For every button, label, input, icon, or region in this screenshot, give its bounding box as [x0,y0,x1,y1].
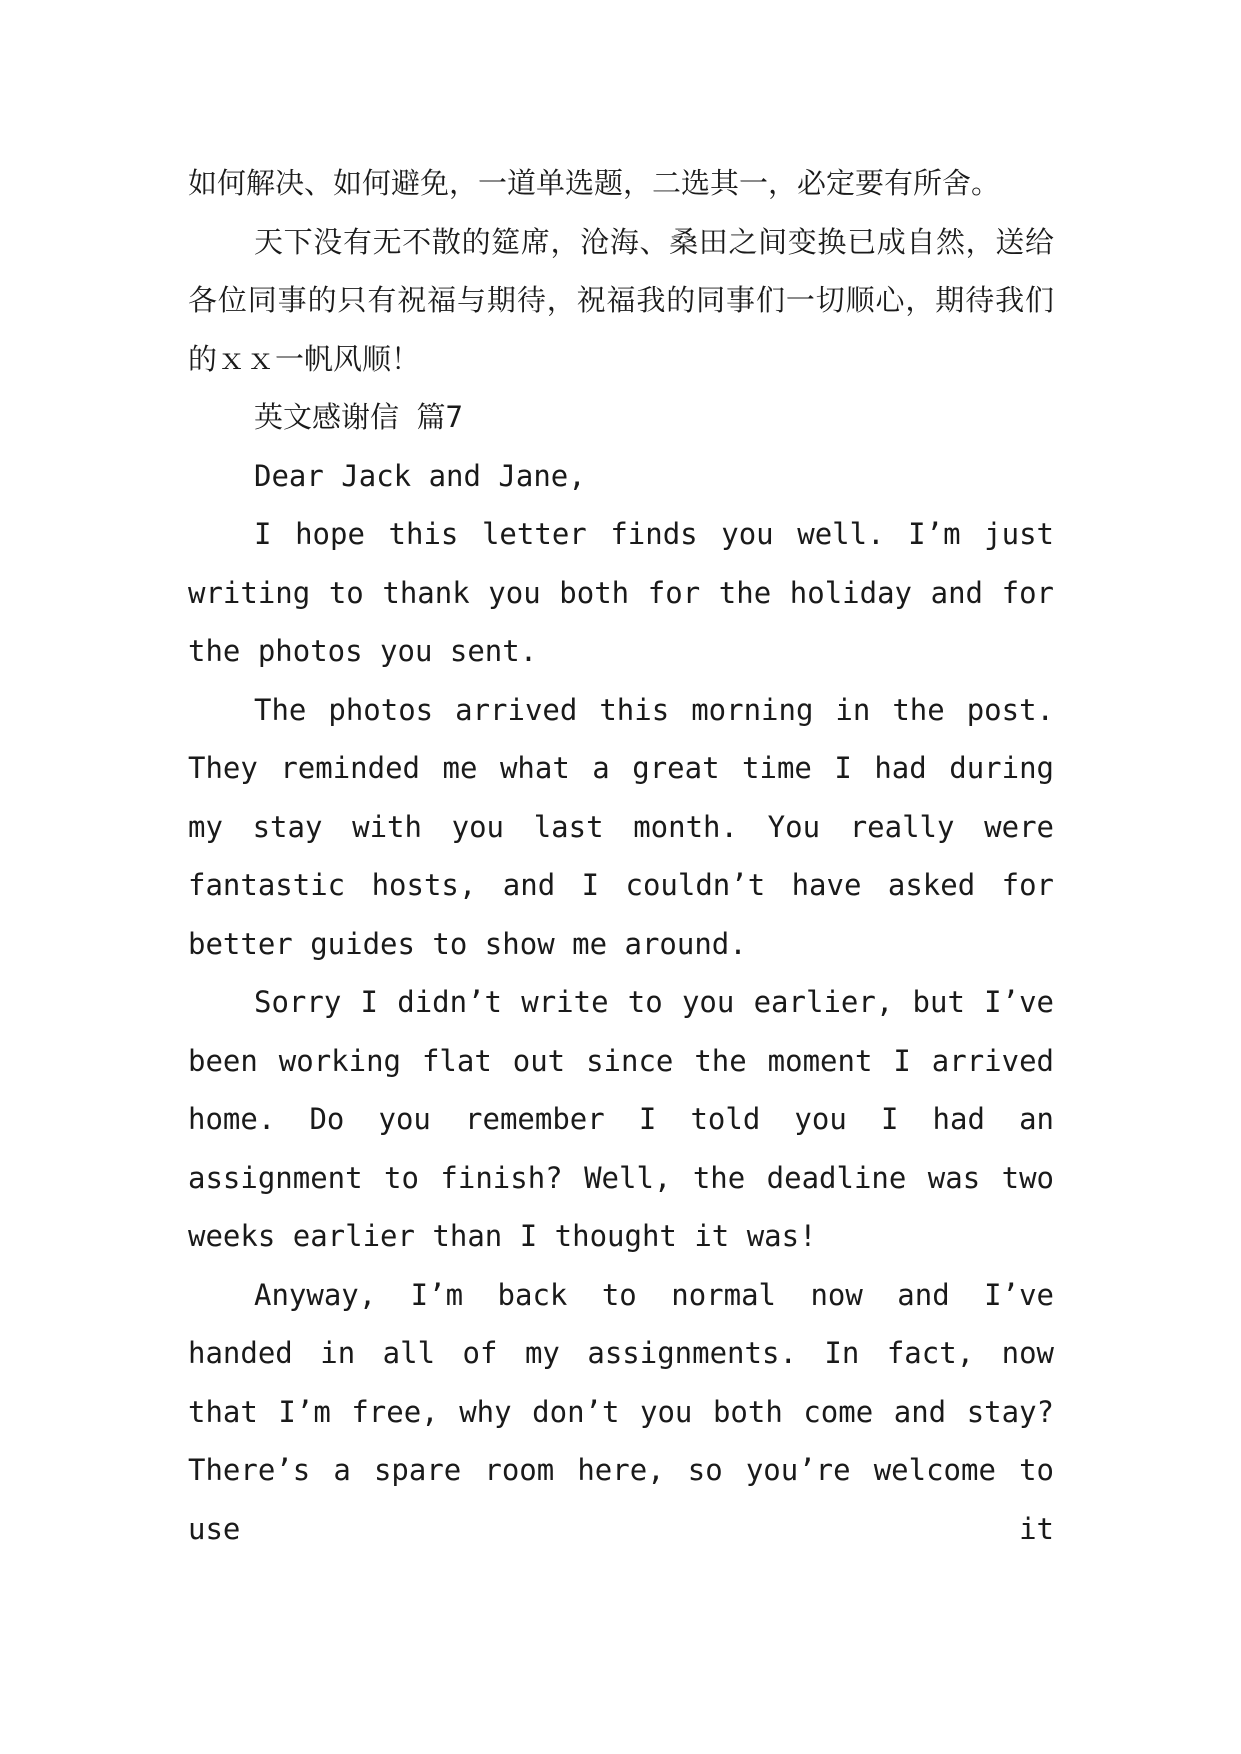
section-heading: 英文感谢信 篇7 [254,400,463,434]
letter-salutation: Dear Jack and Jane, [254,458,586,493]
letter-paragraph-1: I hope this letter finds you well. I’m just writing to thank you both for the holiday and for the photos you sent. [188,517,1054,668]
letter-paragraph-3: Sorry I didn’t write to you earlier, but I’ve been working flat out since the moment I arrived home. Do you remember I told you I had an assignment to finish? Well, the deadline was two weeks earlier than I thought it was! [188,985,1054,1253]
letter-paragraph-4: Anyway, I’m back to normal now and I’ve handed in all of my assignments. In fact, now that I’m free, why don’t you both come and stay? There’s a spare room here, so you’re welcome to use it [188,1277,1054,1546]
document-body [188,154,1054,1558]
paragraph-chinese-2: 天下没有无不散的筵席，沧海、桑田之间变换已成自然，送给各位同事的只有祝福与期待，祝福我的同事们一切顺心，期待我们的ｘｘ一帆风顺！ [188,224,1054,376]
letter-paragraph-2: The photos arrived this morning in the post. They reminded me what a great time I had during my stay with you last month. You really were fantastic hosts, and I couldn’t have asked for better guides to show me around. [188,692,1054,961]
paragraph-chinese-1: 如何解决、如何避免，一道单选题，二选其一，必定要有所舍。 [188,166,1001,200]
